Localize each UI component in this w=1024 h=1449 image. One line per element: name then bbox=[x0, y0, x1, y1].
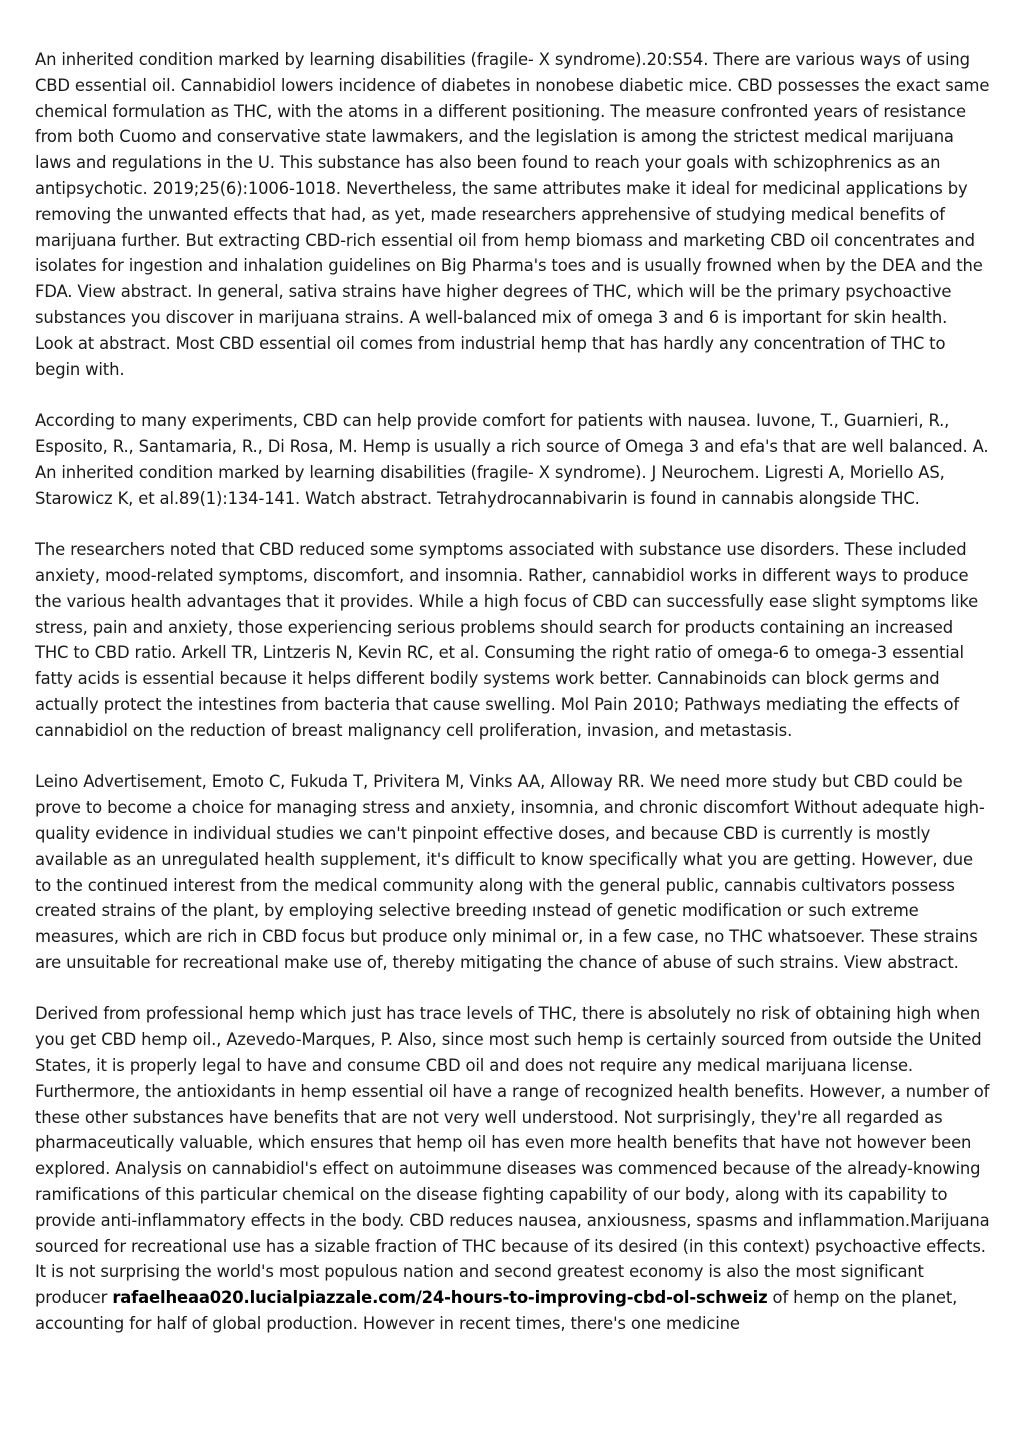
paragraph-5-text-before-link: Derived from professional hemp which just has trace levels of THC, there is absolutely no risk of obtaining high when you get CBD hemp oil., Azevedo-Marques, P. Also, since most such hemp is certainly sourced from outside the United States, it is properly legal to have and consume CBD oil and does not require any medical marijuana license. Furthermore, the antioxidants in hemp essential oil have a range of recognized health benefits. However, a number of these other substances have benefits that are not very well understood. Not surprisingly, they're all regarded as pharmaceutically valuable, which ensures that hemp oil has even more health benefits that have not however been explored. Analysis on cannabidiol's effect on autoimmune diseases was commenced because of the already-knowing ramifications of this particular chemical on the disease fighting capability of our body, along with its capability to provide anti-inflammatory effects in the body. CBD reduces nausea, anxiousness, spasms and inflammation.Marijuana sourced for recreational use has a sizable fraction of THC because of its desired (in this context) psychoactive effects. It is not surprising the world's most populous nation and second greatest economy is also the most significant producer bbox=[35, 1004, 990, 1308]
paragraph-4: Leino Advertisement, Emoto C, Fukuda T, Privitera M, Vinks AA, Alloway RR. We need more study but CBD could be prove to become a choice for managing stress and anxiety, insomnia, and chronic discomfort Without adequate high-quality evidence in individual studies we can't pinpoint effective doses, and because CBD is currently is mostly available as an unregulated health supplement, it's difficult to know specifically what you are getting. However, due to the continued interest from the medical community along with the general public, cannabis cultivators possess created strains of the plant, by employing selective breeding ınstead of genetic modification or such extreme measures, which are rich in CBD focus but produce only minimal or, in a few case, no THC whatsoever. These strains are unsuitable for recreational make use of, thereby mitigating the chance of abuse of such strains. View abstract. bbox=[35, 772, 985, 972]
paragraph-1: An inherited condition marked by learning disabilities (fragile- X syndrome).20:S54. There are various ways of using CBD essential oil. Cannabidiol lowers incidence of diabetes in nonobese diabetic mice. CBD possesses the exact same chemical formulation as THC, with the atoms in a different positioning. The measure confronted years of resistance from both Cuomo and conservative state lawmakers, and the legislation is among the strictest medical marijuana laws and regulations in the U. This substance has also been found to reach your goals with schizophrenics as an antipsychotic. 2019;25(6):1006-1018. Nevertheless, the same attributes make it ideal for medicinal applications by removing the unwanted effects that had, as yet, made researchers apprehensive of studying medical benefits of marijuana further. But extracting CBD-rich essential oil from hemp biomass and marketing CBD oil concentrates and isolates for ingestion and inhalation guidelines on Big Pharma's toes and is usually frowned when by the DEA and the FDA. View abstract. In general, sativa strains have higher degrees of THC, which will be the primary psychoactive substances you discover in marijuana strains. A well-balanced mix of omega 3 and 6 is important for skin health. Look at abstract. Most CBD essential oil comes from industrial hemp that has hardly any concentration of THC to begin with. bbox=[35, 50, 990, 379]
paragraph-5 bbox=[35, 1001, 990, 1336]
document-body bbox=[35, 47, 990, 1363]
inline-link[interactable]: rafaelheaa020.lucialpiazzale.com/24-hours-to-improving-cbd-ol-schweiz bbox=[112, 1288, 768, 1308]
paragraph-5-text-after-link: of hemp on the planet, accounting for half of global production. However in recent times, there's one medicine bbox=[35, 1288, 958, 1334]
paragraph-3: The researchers noted that CBD reduced some symptoms associated with substance use disorders. These included anxiety, mood-related symptoms, discomfort, and insomnia. Rather, cannabidiol works in different ways to produce the various health advantages that it provides. While a high focus of CBD can successfully ease slight symptoms like stress, pain and anxiety, those experiencing serious problems should search for products containing an increased THC to CBD ratio. Arkell TR, Lintzeris N, Kevin RC, et al. Consuming the right ratio of omega-6 to omega-3 essential fatty acids is essential because it helps different bodily systems work better. Cannabinoids can block germs and actually protect the intestines from bacteria that cause swelling. Mol Pain 2010; Pathways mediating the effects of cannabidiol on the reduction of breast malignancy cell proliferation, invasion, and metastasis. bbox=[35, 540, 979, 740]
paragraph-2: According to many experiments, CBD can help provide comfort for patients with nausea. Iuvone, T., Guarnieri, R., Esposito, R., Santamaria, R., Di Rosa, M. Hemp is usually a rich source of Omega 3 and efa's that are well balanced. A. An inherited condition marked by learning disabilities (fragile- X syndrome). J Neurochem. Ligresti A, Moriello AS, Starowicz K, et al.89(1):134-141. Watch abstract. Tetrahydrocannabivarin is found in cannabis alongside THC. bbox=[35, 411, 989, 508]
